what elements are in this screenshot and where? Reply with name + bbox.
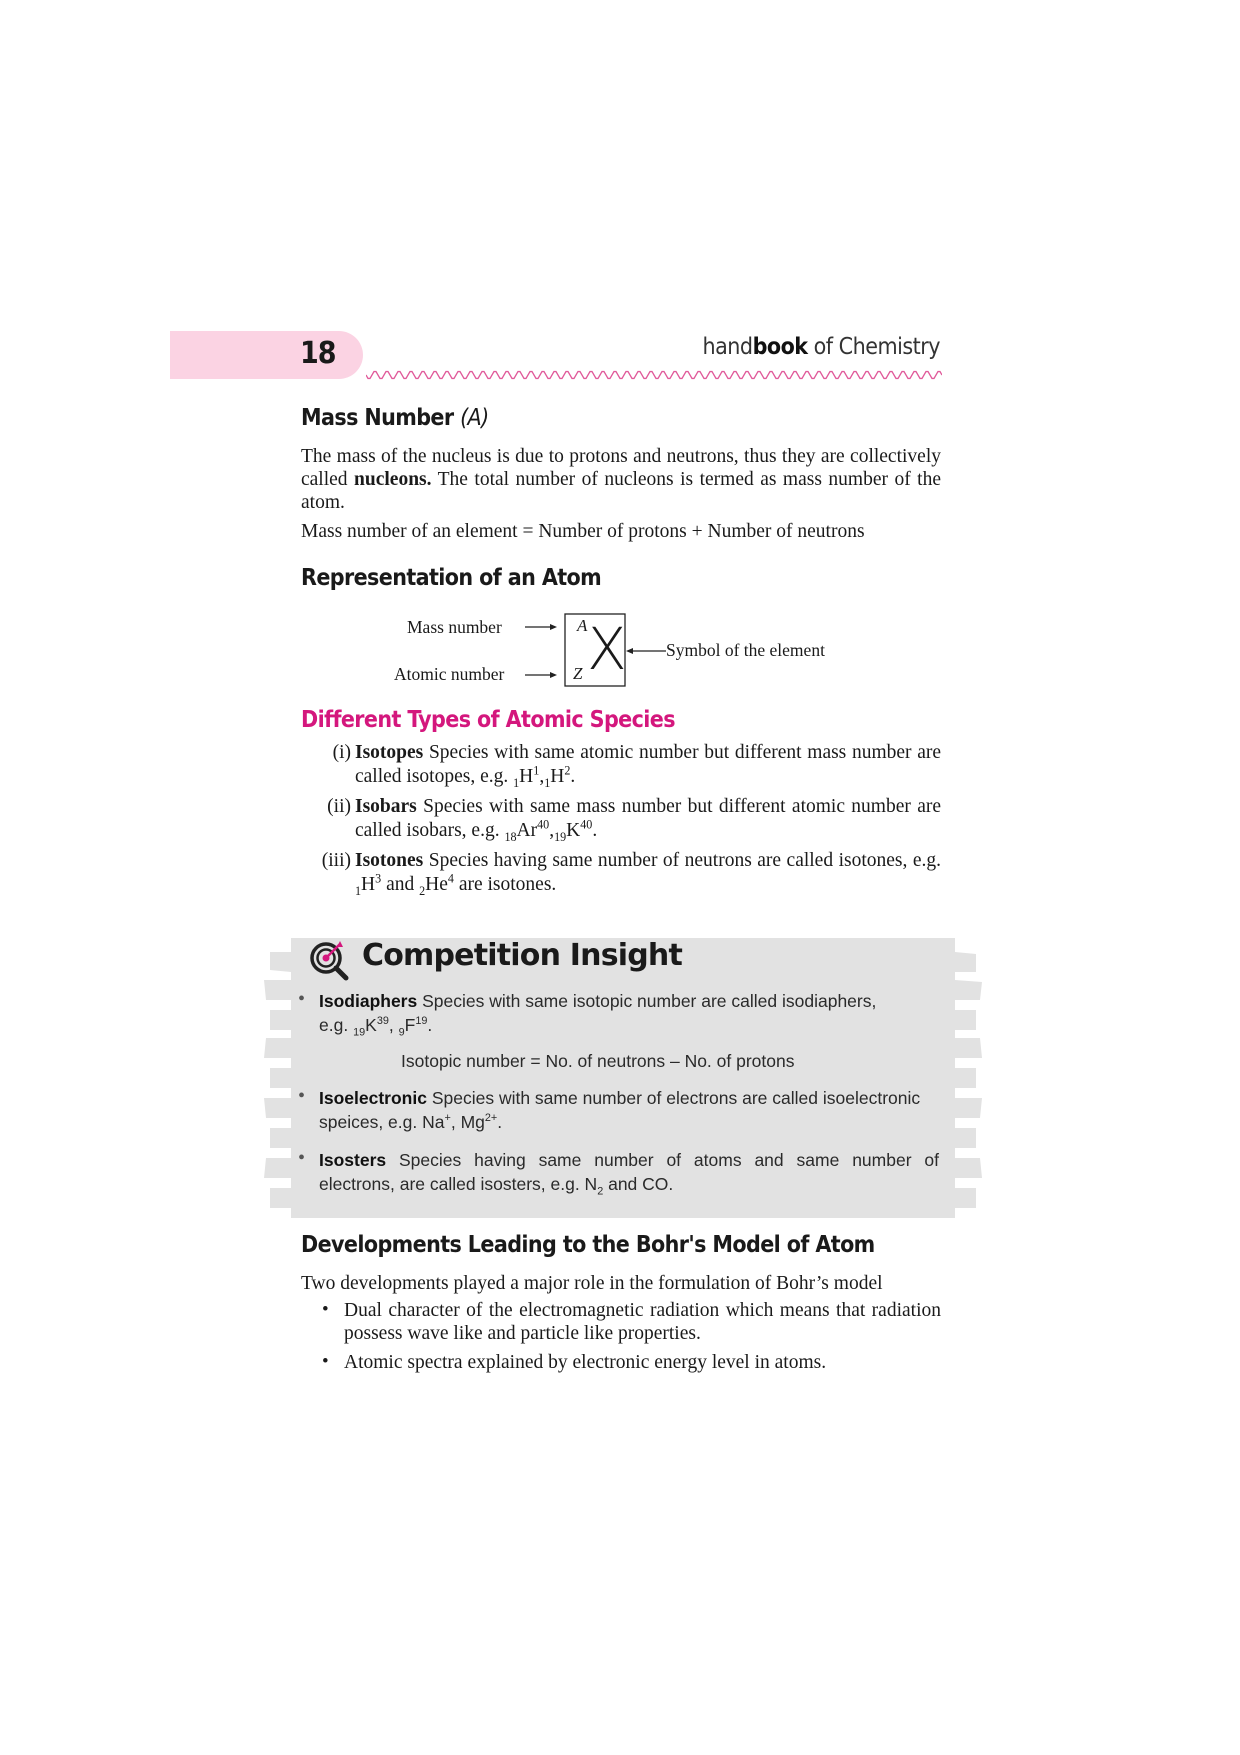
- bullet-dot: •: [322, 1351, 329, 1372]
- book-title: handbook of Chemistry: [702, 334, 940, 360]
- box-element-symbol: X: [587, 615, 627, 683]
- section-title-mass-number: Mass Number (A): [301, 405, 489, 431]
- bullet-dot: •: [322, 1299, 329, 1320]
- mass-arrow-head: [550, 624, 557, 630]
- competition-insight-title: Competition Insight: [362, 938, 683, 973]
- isodiaphers-example: e.g. $_{19}K^{39}$, $_9F^{19}$.: [319, 1015, 433, 1039]
- section-title-atomic-species: Different Types of Atomic Species: [301, 707, 675, 733]
- atomic-number-label: Atomic number: [394, 664, 505, 684]
- isoelectronic-example: speices, e.g. Na+, $Mg^{2+}$.: [319, 1112, 503, 1132]
- left-spiral-tabs: [264, 952, 291, 1208]
- isotopic-number-formula: Isotopic number = No. of neutrons – No. of protons: [401, 1051, 795, 1071]
- target-magnifier-icon: [308, 938, 352, 982]
- isoelectronic-text: Isoelectronic Species with same number of electrons are called isoelectronic: [319, 1088, 921, 1108]
- atomic-arrow-head: [550, 672, 557, 678]
- mass-number-paragraph: The mass of the nucleus is due to protons and neutrons, thus they are collectively called nucleons. The total number of nucleons is termed as mass number of the atom.: [301, 446, 941, 513]
- isosters-example: electrons, are called isosters, e.g. $N_2$ and CO.: [319, 1174, 674, 1198]
- list-item-isotones: (iii) Isotones Species having same number of neutrons are called isotones, e.g. $_1H^3$ and $_2He^4$ are isotones.: [321, 850, 941, 898]
- mass-number-label: Mass number: [407, 617, 502, 637]
- wavy-divider: [366, 368, 942, 382]
- isosters-text: Isosters Species having same number of atoms and same number of: [319, 1150, 939, 1170]
- section-title-representation: Representation of an Atom: [301, 565, 602, 591]
- isodiaphers-text: Isodiaphers Species with same isotopic number are called isodiaphers,: [319, 991, 877, 1011]
- page-number: 18: [300, 336, 336, 371]
- box-mass-symbol: A: [577, 616, 588, 635]
- list-item-isotopes: (i) Isotopes Species with same atomic number but different mass number are called isotopes, e.g. $_1H^1,_1H^2$.: [332, 742, 941, 790]
- symbol-label: Symbol of the element: [666, 640, 825, 660]
- bohr-intro: Two developments played a major role in the formulation of Bohr’s model: [301, 1273, 883, 1294]
- bohr-bullet-dual-character: Dual character of the electromagnetic radiation which means that radiation possess wave like and particle like properties.: [344, 1300, 941, 1344]
- box-atomic-symbol: Z: [573, 664, 583, 683]
- bullet-dot: •: [298, 988, 306, 1010]
- section-title-bohr: Developments Leading to the Bohr's Model of Atom: [301, 1232, 875, 1258]
- right-spiral-tabs: [955, 952, 982, 1208]
- symbol-arrow-head: [626, 648, 633, 654]
- list-item-isobars: (ii) Isobars Species with same mass number but different atomic number are called isobars, e.g. $_{18}Ar^{40},_{19}K^{40}$.: [327, 796, 941, 844]
- bullet-dot: •: [298, 1147, 306, 1169]
- mass-number-equation: Mass number of an element = Number of protons + Number of neutrons: [301, 521, 865, 542]
- bohr-bullet-atomic-spectra: Atomic spectra explained by electronic energy level in atoms.: [344, 1352, 827, 1373]
- bullet-dot: •: [298, 1085, 306, 1107]
